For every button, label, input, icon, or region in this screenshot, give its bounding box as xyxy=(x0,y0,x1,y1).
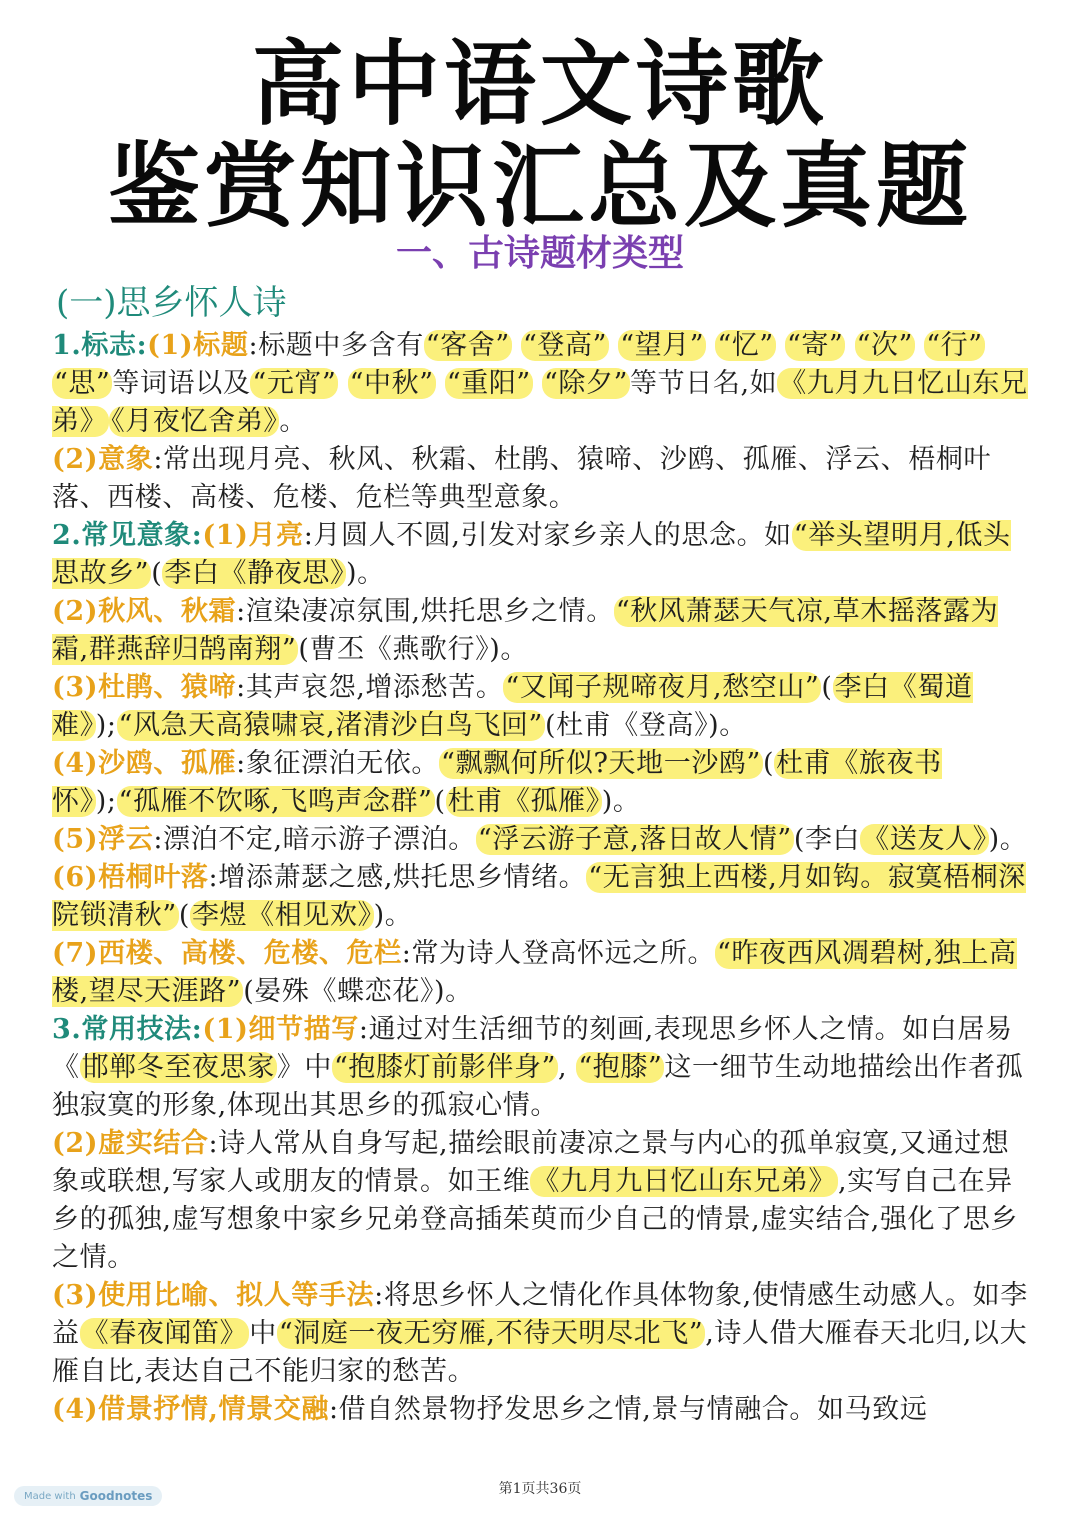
highlighted-text: “客舍” xyxy=(425,330,510,361)
body-text: )。 xyxy=(988,824,1028,855)
paragraph xyxy=(52,327,1030,441)
subsection-heading: (一)思乡怀人诗 xyxy=(56,283,287,323)
paragraph xyxy=(52,1277,1030,1391)
body-text: ); xyxy=(95,786,117,817)
body-text: :月圆人不圆,引发对家乡亲人的思念。如 xyxy=(303,520,792,551)
item-label: (3)杜鹃、猿啼 xyxy=(52,672,237,703)
body-text: :标题中多含有 xyxy=(248,330,424,361)
body-text: 等节日名,如 xyxy=(630,368,778,399)
badge-prefix: Made with xyxy=(24,1490,76,1502)
highlighted-text: 李白《蜀道难》 xyxy=(52,672,973,741)
body-text xyxy=(512,330,521,361)
goodnotes-badge xyxy=(14,1486,162,1506)
highlighted-text: 杜甫《旅夜书怀》 xyxy=(52,748,942,817)
body-text: )。 xyxy=(346,558,385,589)
item-label: (3)使用比喻、拟人等手法 xyxy=(52,1280,375,1311)
body-text: 这一细节生动地描绘出作者孤独寂寞的形象,体现出其思乡的孤寂心情。 xyxy=(52,1052,1024,1121)
paragraph xyxy=(52,821,1030,859)
highlighted-text: “秋风萧瑟天气凉,草木摇落露为霜,群燕辞归鹄南翔” xyxy=(52,596,999,665)
highlighted-text: 《月夜忆舍弟》 xyxy=(111,406,278,437)
paragraph xyxy=(52,1125,1030,1277)
item-label: (1)月亮 xyxy=(202,520,304,551)
body-text xyxy=(609,330,618,361)
body-text: :借自然景物抒发思乡之情,景与情融合。如马致远 xyxy=(328,1394,928,1425)
highlighted-text: “登高” xyxy=(523,330,608,361)
document-title-line-1: 高中语文诗歌 xyxy=(251,31,828,138)
paragraph xyxy=(52,517,1030,593)
body-text xyxy=(915,330,924,361)
highlighted-text: “重阳” xyxy=(446,368,531,399)
highlighted-text: “次” xyxy=(856,330,914,361)
body-text: :常出现月亮、秋风、秋霜、杜鹃、猿啼、沙鸥、孤雁、浮云、梧桐叶落、西楼、高楼、危楼、危栏等典型意象。 xyxy=(52,444,992,513)
body-text xyxy=(436,368,445,399)
body-text: , xyxy=(558,1052,577,1083)
page-number: 第1页共36页 xyxy=(498,1481,582,1497)
body-text: (曹丕《燕歌行》)。 xyxy=(298,634,528,665)
highlighted-text: “行” xyxy=(926,330,983,361)
body-text: ( xyxy=(434,786,446,817)
paragraph xyxy=(52,1391,1030,1429)
body-text: (杜甫《登高》)。 xyxy=(544,710,747,741)
highlighted-text: “中秋” xyxy=(349,368,434,399)
section-heading: 一、古诗题材类型 xyxy=(395,232,684,274)
highlighted-text: “思” xyxy=(54,368,111,399)
body-text: )。 xyxy=(601,786,641,817)
item-label: (1)细节描写 xyxy=(202,1014,359,1045)
point-label: 3.常用技法: xyxy=(52,1014,203,1045)
highlighted-text: 《春夜闻笛》 xyxy=(81,1318,248,1349)
badge-brand: Goodnotes xyxy=(79,1489,153,1503)
item-label: (2)意象 xyxy=(52,444,154,475)
body-text: 。 xyxy=(279,406,308,437)
body-text: :增添萧瑟之感,烘托思乡情绪。 xyxy=(208,862,587,893)
body-text: :通过对生活细节的刻画,表现思乡怀人之情。如白居易《 xyxy=(52,1014,1013,1083)
highlighted-text: 杜甫《孤雁》 xyxy=(447,786,600,817)
body-text: (李白 xyxy=(793,824,861,855)
body-text: :常为诗人登高怀远之所。 xyxy=(401,938,716,969)
highlighted-text: “除夕” xyxy=(544,368,629,399)
item-label: (2)秋风、秋霜 xyxy=(52,596,237,627)
highlighted-text: “又闻子规啼夜月,愁空山” xyxy=(505,672,820,703)
paragraph xyxy=(52,935,1030,1011)
body-text: ( xyxy=(762,748,775,779)
body-text: :漂泊不定,暗示游子漂泊。 xyxy=(153,824,476,855)
item-label: (4)借景抒情,情景交融 xyxy=(52,1394,329,1425)
item-label: (5)浮云 xyxy=(52,824,154,855)
highlighted-text: “洞庭一夜无穷雁,不待天明尽北飞” xyxy=(278,1318,704,1349)
highlighted-text: “抱膝灯前影伴身” xyxy=(334,1052,557,1083)
item-label: (1)标题 xyxy=(147,330,249,361)
body-text: ); xyxy=(95,710,117,741)
body-text: )。 xyxy=(373,900,413,931)
body-text: 等词语以及 xyxy=(112,368,251,399)
highlighted-text: “望月” xyxy=(620,330,705,361)
highlighted-text: “风急天高猿啸哀,渚清沙白鸟飞回” xyxy=(118,710,543,741)
highlighted-text: 《九月九日忆山东兄弟》 xyxy=(532,1166,836,1197)
paragraph xyxy=(52,593,1030,669)
body-text xyxy=(845,330,854,361)
body-text xyxy=(533,368,542,399)
highlighted-text: 李煜《相见欢》 xyxy=(191,900,372,931)
paragraph xyxy=(52,669,1030,745)
highlighted-text: 《送友人》 xyxy=(862,824,987,855)
body-text: ( xyxy=(821,672,833,703)
body-text xyxy=(776,330,785,361)
highlighted-text: “飘飘何所似?天地一沙鸥” xyxy=(441,748,761,779)
point-label: 2.常见意象: xyxy=(52,520,203,551)
item-label: (4)沙鸥、孤雁 xyxy=(52,748,237,779)
item-label: (6)梧桐叶落 xyxy=(52,862,209,893)
highlighted-text: “浮云游子意,落日故人情” xyxy=(477,824,792,855)
item-label: (7)西楼、高楼、危楼、危栏 xyxy=(52,938,402,969)
highlighted-text: “抱膝” xyxy=(578,1052,663,1083)
highlighted-text: “昨夜西风凋碧树,独上高楼,望尽天涯路” xyxy=(52,938,1017,1007)
body-text: ( xyxy=(178,900,190,931)
document-title-line-2: 鉴赏知识汇总及真题 xyxy=(107,133,972,240)
body-text: :其声哀怨,增添愁苦。 xyxy=(236,672,504,703)
point-label: 1.标志: xyxy=(52,330,148,361)
highlighted-text: 邯郸冬至夜思家 xyxy=(81,1052,275,1083)
highlighted-text: 《九月九日忆山东兄弟》 xyxy=(52,368,1028,437)
paragraph xyxy=(52,859,1030,935)
body-text: ,实写自己在异乡的孤独,虚写想象中家乡兄弟登高插茱萸而少自己的情景,虚实结合,强化了思乡之情。 xyxy=(52,1166,1018,1273)
document-body xyxy=(52,327,1030,1429)
body-text: 》中 xyxy=(276,1052,333,1083)
paragraph xyxy=(52,1011,1030,1125)
body-text: :渲染凄凉氛围,烘托思乡之情。 xyxy=(236,596,614,627)
item-label: (2)虚实结合 xyxy=(52,1128,209,1159)
body-text: :象征漂泊无依。 xyxy=(236,748,440,779)
highlighted-text: “举头望明月,低头思故乡” xyxy=(52,520,1011,589)
body-text: :将思乡怀人之情化作具体物象,使情感生动感人。如李益 xyxy=(52,1280,1028,1349)
highlighted-text: “忆” xyxy=(717,330,774,361)
body-text: ,诗人借大雁春天北归,以大雁自比,表达自己不能归家的愁苦。 xyxy=(52,1318,1028,1387)
highlighted-text: “元宵” xyxy=(252,368,337,399)
body-text: (晏殊《蝶恋花》)。 xyxy=(243,976,473,1007)
body-text: 中 xyxy=(249,1318,277,1349)
highlighted-text: “寄” xyxy=(787,330,844,361)
highlighted-text: 李白《静夜思》 xyxy=(164,558,345,589)
body-text xyxy=(338,368,347,399)
paragraph xyxy=(52,745,1030,821)
body-text: :诗人常从自身写起,描绘眼前凄凉之景与内心的孤单寂寞,又通过想象或联想,写家人或朋友的情景。如王维 xyxy=(52,1128,1010,1197)
paragraph xyxy=(52,441,1030,517)
highlighted-text: “无言独上西楼,月如钩。寂寞梧桐深院锁清秋” xyxy=(52,862,1026,931)
highlighted-text: “孤雁不饮啄,飞鸣声念群” xyxy=(118,786,433,817)
body-text: ( xyxy=(151,558,163,589)
